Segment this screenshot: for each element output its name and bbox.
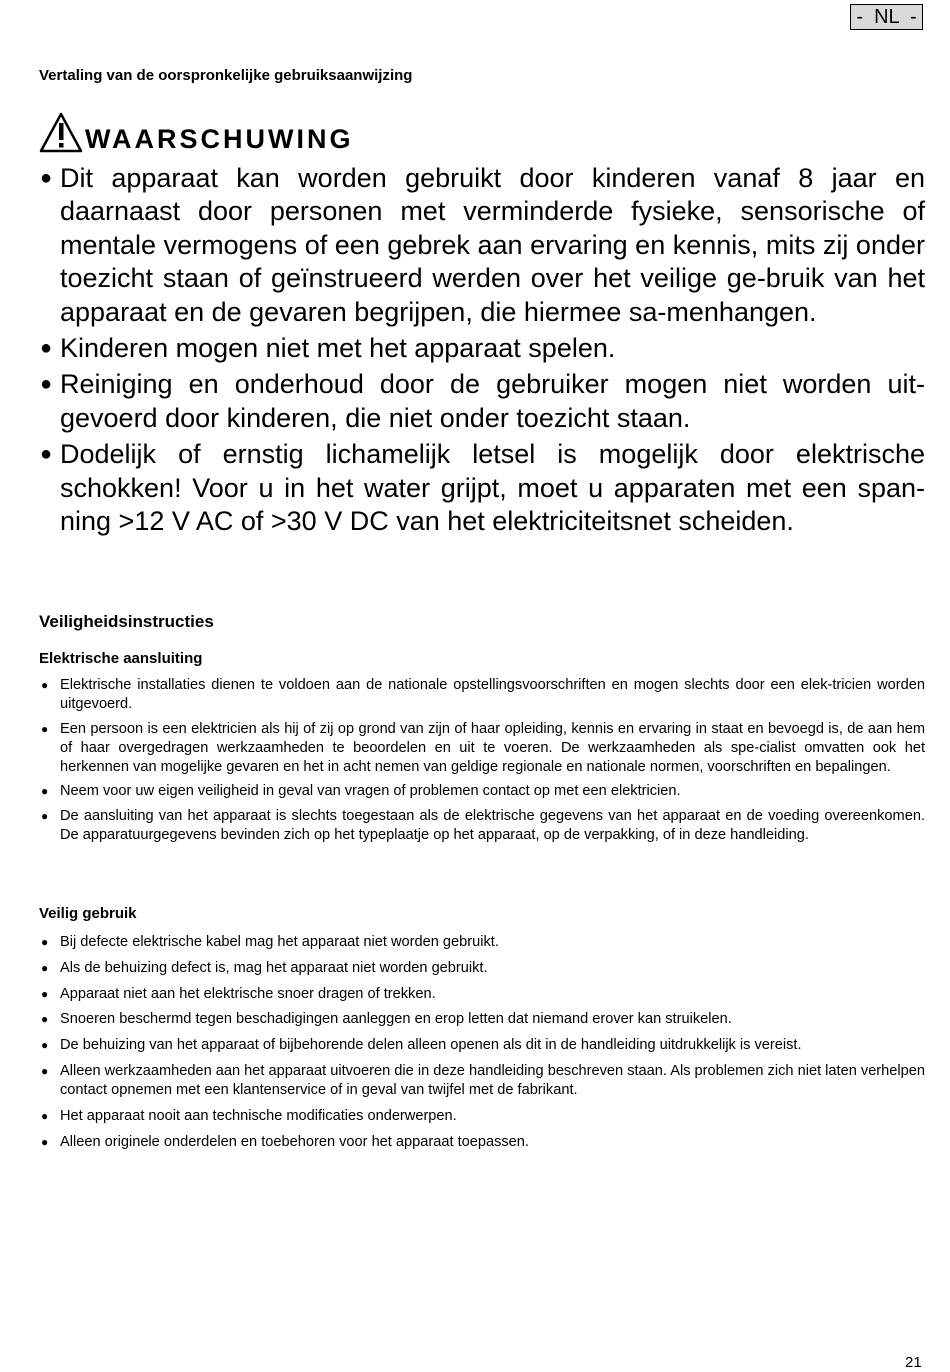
- section-title-safety: Veiligheidsinstructies: [39, 612, 214, 631]
- warning-title: WAARSCHUWING: [85, 124, 354, 154]
- list-item: [39, 1133, 925, 1152]
- list-item: [39, 1062, 925, 1101]
- bullet-icon: ●: [41, 1063, 49, 1078]
- heading-electrical-connection: Elektrische aansluiting: [39, 650, 203, 667]
- electrical-list: [39, 676, 925, 850]
- bullet-icon: ●: [41, 784, 49, 799]
- bullet-icon: ●: [41, 960, 49, 975]
- bullet-icon: ●: [41, 1109, 49, 1124]
- list-item: [39, 720, 925, 778]
- list-item-text: Dodelijk of ernstig lichamelijk letsel is mogelijk door elektrische schokken! Voor u in het water grijpt, moet u apparaten met een span-ning >12 V AC of >30 V DC van het elektriciteitsnet scheiden.: [60, 439, 925, 537]
- list-item-text: Het apparaat nooit aan technische modificaties onderwerpen.: [60, 1108, 457, 1125]
- list-item: [39, 807, 925, 846]
- list-item-text: Snoeren beschermd tegen beschadigingen aanleggen en erop letten dat niemand erover kan struikelen.: [60, 1011, 732, 1028]
- list-item: [39, 1010, 925, 1029]
- heading-safe-use: Veilig gebruik: [39, 905, 137, 922]
- list-item-text: Alleen werkzaamheden aan het apparaat uitvoeren die in deze handleiding beschreven staan. Als problemen zich niet laten verhelpen contact opnemen met een klantenservice of in geval van twijfel met de fabrikant.: [60, 1062, 925, 1099]
- list-item: [39, 959, 925, 978]
- bullet-icon: ●: [41, 1012, 49, 1027]
- bullet-icon: ●: [41, 678, 49, 692]
- list-item-text: Bij defecte elektrische kabel mag het apparaat niet worden gebruikt.: [60, 934, 499, 950]
- list-item: [39, 985, 925, 1004]
- list-item-text: Apparaat niet aan het elektrische snoer dragen of trekken.: [60, 985, 436, 1002]
- list-item-text: Dit apparaat kan worden gebruikt door kinderen vanaf 8 jaar en daarnaast door personen met verminderde fysieke, sensorische of mentale vermogens of een gebrek aan ervaring en kennis, mits zij onder toezicht staan of geïnstrueerd werden over het veilige ge-bruik van het apparaat en de gevaren begrijpen, die hiermee sa-menhangen.: [60, 163, 925, 327]
- list-item: [39, 368, 925, 435]
- list-item-text: De behuizing van het apparaat of bijbehorende delen alleen openen als dit in de handleiding uitdrukkelijk is vereist.: [60, 1037, 802, 1054]
- warning-list: [39, 162, 925, 541]
- list-item: [39, 1107, 925, 1126]
- list-item-text: Kinderen mogen niet met het apparaat spelen.: [60, 333, 616, 364]
- list-item-text: De aansluiting van het apparaat is slechts toegestaan als de elektrische gegevens van het apparaat en de voeding overeenkomen. De apparatuurgegevens bevinden zich op het typeplaatje op het apparaat, op de verpakking, of in deze handleiding.: [60, 807, 925, 844]
- warning-triangle-icon: [39, 112, 83, 154]
- list-item: [39, 933, 925, 952]
- safe-use-list: [39, 933, 925, 1159]
- bullet-icon: ●: [41, 721, 49, 736]
- list-item: [39, 1036, 925, 1055]
- bullet-icon: ●: [40, 443, 53, 466]
- bullet-icon: ●: [41, 1038, 49, 1053]
- list-item-text: Een persoon is een elektricien als hij of zij op grond van zijn of haar opleiding, kennis en ervaring in staat en bevoegd is, de aan hem of haar overgedragen werkzaamheden te beoordelen en uit te voeren. De werkzaamheden als spe-cialist omvatten ook het herkennen van mogelijke gevaren en het in acht nemen van geldige regionale en nationale normen, voorschriften en bepalingen.: [60, 720, 925, 776]
- language-badge: - NL -: [850, 4, 923, 30]
- bullet-icon: ●: [40, 373, 53, 396]
- list-item: [39, 676, 925, 715]
- document-subtitle: Vertaling van de oorspronkelijke gebruiksaanwijzing: [39, 67, 413, 84]
- list-item: [39, 438, 925, 538]
- bullet-icon: ●: [41, 935, 49, 949]
- bullet-icon: ●: [41, 808, 49, 823]
- page-number: 21: [905, 1354, 922, 1371]
- list-item-text: Reiniging en onderhoud door de gebruiker mogen niet worden uit-gevoerd door kinderen, die niet onder toezicht staan.: [60, 369, 925, 433]
- list-item-text: Neem voor uw eigen veiligheid in geval van vragen of problemen contact op met een elektricien.: [60, 783, 681, 800]
- list-item: [39, 162, 925, 329]
- list-item-text: Alleen originele onderdelen en toebehoren voor het apparaat toepassen.: [60, 1133, 529, 1150]
- list-item-text: Elektrische installaties dienen te voldoen aan de nationale opstellingsvoorschriften en mogen slechts door een elek-tricien worden uitgevoerd.: [60, 677, 925, 713]
- list-item: [39, 782, 925, 801]
- bullet-icon: ●: [40, 167, 53, 189]
- bullet-icon: ●: [41, 1134, 49, 1149]
- bullet-icon: ●: [40, 337, 53, 360]
- list-item: [39, 332, 925, 365]
- list-item-text: Als de behuizing defect is, mag het apparaat niet worden gebruikt.: [60, 959, 488, 976]
- warning-heading: [39, 108, 353, 154]
- bullet-icon: ●: [41, 986, 49, 1001]
